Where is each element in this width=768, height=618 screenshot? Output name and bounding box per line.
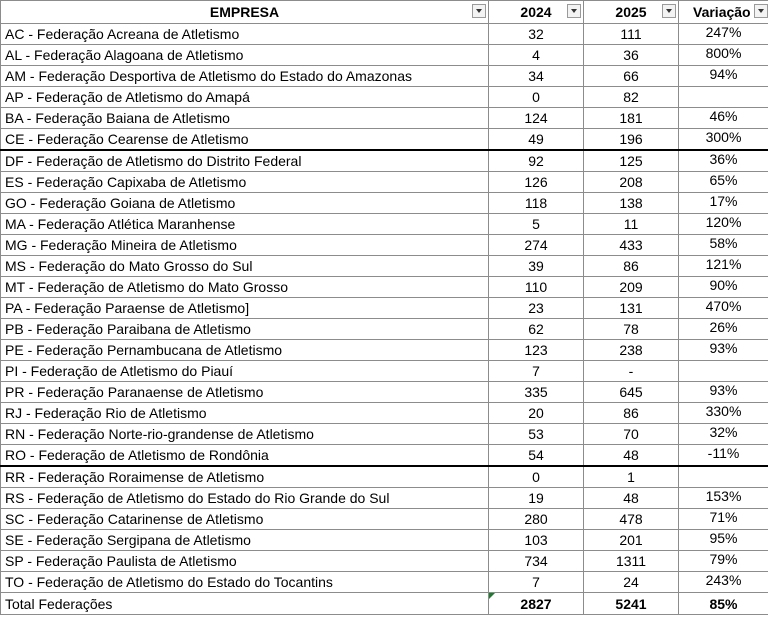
cell-empresa[interactable]: RO - Federação de Atletismo de Rondônia <box>1 445 489 467</box>
table-row[interactable] <box>1 340 768 361</box>
cell-2024[interactable]: 110 <box>489 277 584 298</box>
cell-2025[interactable]: 78 <box>584 319 679 340</box>
cell-variacao[interactable]: 32% <box>679 424 768 445</box>
table-row[interactable] <box>1 424 768 445</box>
cell-2024[interactable]: 0 <box>489 466 584 488</box>
cell-empresa[interactable]: MS - Federação do Mato Grosso do Sul <box>1 256 489 277</box>
table-row[interactable] <box>1 298 768 319</box>
cell-2025[interactable]: - <box>584 361 679 382</box>
header-empresa <box>1 1 489 24</box>
header-2025 <box>584 1 679 24</box>
header-2024-label: 2024 <box>520 4 552 20</box>
cell-2024[interactable]: 23 <box>489 298 584 319</box>
cell-2024[interactable]: 62 <box>489 319 584 340</box>
cell-empresa[interactable]: SC - Federação Catarinense de Atletismo <box>1 509 489 530</box>
cell-variacao[interactable]: 93% <box>679 382 768 403</box>
cell-variacao[interactable]: 79% <box>679 551 768 572</box>
table-row[interactable] <box>1 172 768 193</box>
cell-variacao[interactable]: 46% <box>679 108 768 129</box>
cell-empresa[interactable]: AM - Federação Desportiva de Atletismo do Estado do Amazonas <box>1 66 489 87</box>
cell-2024[interactable]: 49 <box>489 129 584 151</box>
cell-variacao[interactable]: 65% <box>679 172 768 193</box>
cell-empresa[interactable]: TO - Federação de Atletismo do Estado do Tocantins <box>1 572 489 593</box>
cell-empresa[interactable]: RJ - Federação Rio de Atletismo <box>1 403 489 424</box>
table-row[interactable] <box>1 530 768 551</box>
cell-2024[interactable]: 54 <box>489 445 584 467</box>
cell-variacao[interactable]: 470% <box>679 298 768 319</box>
cell-2025[interactable]: 125 <box>584 150 679 172</box>
cell-2024[interactable]: 123 <box>489 340 584 361</box>
filter-dropdown-icon[interactable] <box>567 4 581 18</box>
cell-2024[interactable]: 280 <box>489 509 584 530</box>
cell-variacao[interactable]: 330% <box>679 403 768 424</box>
cell-2025[interactable]: 82 <box>584 87 679 108</box>
total-label[interactable]: Total Federações <box>1 593 489 615</box>
filter-dropdown-icon[interactable] <box>754 4 768 18</box>
cell-empresa[interactable]: GO - Federação Goiana de Atletismo <box>1 193 489 214</box>
cell-2025[interactable]: 201 <box>584 530 679 551</box>
cell-2024[interactable]: 92 <box>489 150 584 172</box>
cell-2024[interactable]: 20 <box>489 403 584 424</box>
cell-variacao[interactable]: 121% <box>679 256 768 277</box>
cell-empresa[interactable]: CE - Federação Cearense de Atletismo <box>1 129 489 151</box>
table-row[interactable] <box>1 445 768 467</box>
cell-empresa[interactable]: PI - Federação de Atletismo do Piauí <box>1 361 489 382</box>
table-row[interactable] <box>1 87 768 108</box>
cell-empresa[interactable]: PA - Federação Paraense de Atletismo] <box>1 298 489 319</box>
cell-2025[interactable]: 24 <box>584 572 679 593</box>
cell-variacao[interactable]: 58% <box>679 235 768 256</box>
cell-2025[interactable]: 208 <box>584 172 679 193</box>
cell-2024[interactable]: 0 <box>489 87 584 108</box>
total-2025[interactable]: 5241 <box>584 593 679 615</box>
table-row[interactable] <box>1 256 768 277</box>
table-row[interactable] <box>1 572 768 593</box>
table-row[interactable] <box>1 108 768 129</box>
cell-2024[interactable]: 118 <box>489 193 584 214</box>
header-2024 <box>489 1 584 24</box>
cell-variacao[interactable]: 90% <box>679 277 768 298</box>
table-row[interactable] <box>1 319 768 340</box>
cell-2025[interactable]: 86 <box>584 256 679 277</box>
table-row[interactable] <box>1 24 768 45</box>
cell-2025[interactable]: 11 <box>584 214 679 235</box>
table-row[interactable] <box>1 382 768 403</box>
cell-2025[interactable]: 86 <box>584 403 679 424</box>
table-row[interactable] <box>1 193 768 214</box>
table-row[interactable] <box>1 214 768 235</box>
table-row[interactable] <box>1 150 768 172</box>
cell-2024[interactable]: 7 <box>489 572 584 593</box>
cell-empresa[interactable]: AC - Federação Acreana de Atletismo <box>1 24 489 45</box>
cell-variacao[interactable]: 243% <box>679 572 768 593</box>
header-empresa-label: EMPRESA <box>209 4 280 20</box>
cell-2024[interactable]: 32 <box>489 24 584 45</box>
cell-empresa[interactable]: AP - Federação de Atletismo do Amapá <box>1 87 489 108</box>
cell-2024[interactable]: 103 <box>489 530 584 551</box>
cell-variacao[interactable]: 26% <box>679 319 768 340</box>
cell-2025[interactable]: 238 <box>584 340 679 361</box>
cell-variacao[interactable]: 120% <box>679 214 768 235</box>
cell-2025[interactable]: 48 <box>584 445 679 467</box>
cell-2025[interactable]: 70 <box>584 424 679 445</box>
cell-variacao[interactable]: 93% <box>679 340 768 361</box>
cell-2025[interactable]: 478 <box>584 509 679 530</box>
cell-variacao[interactable]: 153% <box>679 488 768 509</box>
cell-variacao[interactable]: -11% <box>679 445 768 467</box>
cell-2025[interactable]: 36 <box>584 45 679 66</box>
cell-2024[interactable]: 274 <box>489 235 584 256</box>
cell-variacao[interactable] <box>679 466 768 488</box>
cell-2025[interactable]: 111 <box>584 24 679 45</box>
header-row <box>1 1 768 24</box>
cell-2024[interactable]: 5 <box>489 214 584 235</box>
cell-2025[interactable]: 1 <box>584 466 679 488</box>
cell-empresa[interactable]: SE - Federação Sergipana de Atletismo <box>1 530 489 551</box>
cell-2025[interactable]: 138 <box>584 193 679 214</box>
table-row[interactable] <box>1 66 768 87</box>
cell-2025[interactable]: 48 <box>584 488 679 509</box>
cell-variacao[interactable]: 95% <box>679 530 768 551</box>
cell-empresa[interactable]: MA - Federação Atlética Maranhense <box>1 214 489 235</box>
cell-2024[interactable]: 53 <box>489 424 584 445</box>
table-row[interactable] <box>1 277 768 298</box>
table-row[interactable] <box>1 509 768 530</box>
cell-variacao[interactable]: 300% <box>679 129 768 151</box>
cell-2024[interactable]: 19 <box>489 488 584 509</box>
total-2024[interactable]: 2827 <box>489 593 584 615</box>
cell-empresa[interactable]: RN - Federação Norte-rio-grandense de Atletismo <box>1 424 489 445</box>
table-row[interactable] <box>1 488 768 509</box>
cell-variacao[interactable]: 247% <box>679 24 768 45</box>
cell-2024[interactable]: 39 <box>489 256 584 277</box>
table-row[interactable] <box>1 361 768 382</box>
filter-dropdown-icon[interactable] <box>662 4 676 18</box>
cell-2025[interactable]: 209 <box>584 277 679 298</box>
cell-2025[interactable]: 645 <box>584 382 679 403</box>
table-row[interactable] <box>1 235 768 256</box>
table-row[interactable] <box>1 45 768 66</box>
cell-2024[interactable]: 124 <box>489 108 584 129</box>
header-variacao-label: Variação <box>693 4 751 20</box>
cell-variacao[interactable]: 71% <box>679 509 768 530</box>
cell-2024[interactable]: 734 <box>489 551 584 572</box>
cell-empresa[interactable]: AL - Federação Alagoana de Atletismo <box>1 45 489 66</box>
cell-empresa[interactable]: MT - Federação de Atletismo do Mato Grosso <box>1 277 489 298</box>
cell-variacao[interactable]: 36% <box>679 150 768 172</box>
cell-2025[interactable]: 1311 <box>584 551 679 572</box>
cell-variacao[interactable]: 94% <box>679 66 768 87</box>
cell-empresa[interactable]: RR - Federação Roraimense de Atletismo <box>1 466 489 488</box>
cell-empresa[interactable]: SP - Federação Paulista de Atletismo <box>1 551 489 572</box>
cell-empresa[interactable]: DF - Federação de Atletismo do Distrito Federal <box>1 150 489 172</box>
cell-empresa[interactable]: ES - Federação Capixaba de Atletismo <box>1 172 489 193</box>
cell-2025[interactable]: 131 <box>584 298 679 319</box>
table-row[interactable] <box>1 129 768 151</box>
cell-2025[interactable]: 66 <box>584 66 679 87</box>
cell-2024[interactable]: 34 <box>489 66 584 87</box>
cell-2024[interactable]: 335 <box>489 382 584 403</box>
cell-variacao[interactable] <box>679 87 768 108</box>
table-row[interactable] <box>1 403 768 424</box>
cell-2024[interactable]: 7 <box>489 361 584 382</box>
cell-variacao[interactable] <box>679 361 768 382</box>
cell-2025[interactable]: 181 <box>584 108 679 129</box>
cell-empresa[interactable]: MG - Federação Mineira de Atletismo <box>1 235 489 256</box>
table-row[interactable] <box>1 466 768 488</box>
table-row[interactable] <box>1 551 768 572</box>
cell-empresa[interactable]: PB - Federação Paraibana de Atletismo <box>1 319 489 340</box>
cell-2024[interactable]: 4 <box>489 45 584 66</box>
cell-variacao[interactable]: 800% <box>679 45 768 66</box>
cell-2024[interactable]: 126 <box>489 172 584 193</box>
cell-variacao[interactable]: 17% <box>679 193 768 214</box>
cell-empresa[interactable]: BA - Federação Baiana de Atletismo <box>1 108 489 129</box>
cell-2025[interactable]: 196 <box>584 129 679 151</box>
header-2025-label: 2025 <box>615 4 647 20</box>
total-variacao[interactable]: 85% <box>679 593 768 615</box>
cell-empresa[interactable]: PE - Federação Pernambucana de Atletismo <box>1 340 489 361</box>
cell-empresa[interactable]: RS - Federação de Atletismo do Estado do Rio Grande do Sul <box>1 488 489 509</box>
cell-empresa[interactable]: PR - Federação Paranaense de Atletismo <box>1 382 489 403</box>
filter-dropdown-icon[interactable] <box>472 4 486 18</box>
cell-2025[interactable]: 433 <box>584 235 679 256</box>
header-variacao <box>679 1 768 24</box>
total-row[interactable] <box>1 593 768 615</box>
